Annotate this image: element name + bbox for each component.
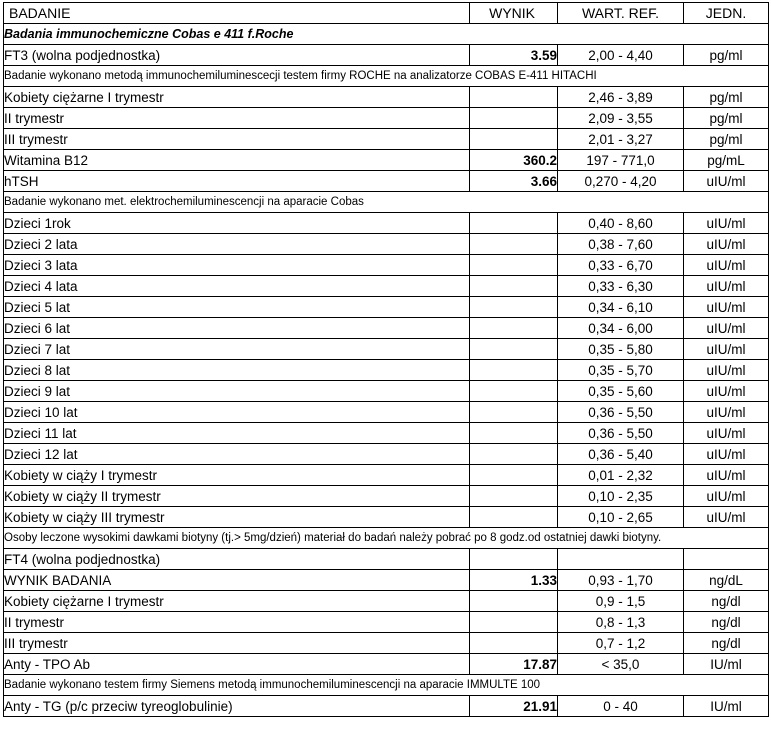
test-unit: uIU/ml bbox=[684, 234, 769, 255]
test-result bbox=[470, 213, 558, 234]
test-name: WYNIK BADANIA bbox=[4, 570, 470, 591]
test-unit: pg/ml bbox=[684, 45, 769, 66]
test-reference-range: 0,36 - 5,50 bbox=[558, 423, 684, 444]
table-header-row bbox=[4, 3, 769, 24]
test-result bbox=[470, 360, 558, 381]
test-result bbox=[470, 108, 558, 129]
test-result bbox=[470, 381, 558, 402]
lab-results-document bbox=[0, 2, 771, 752]
table-note-row bbox=[4, 528, 769, 549]
test-result bbox=[470, 234, 558, 255]
test-unit: uIU/ml bbox=[684, 255, 769, 276]
table-note-row bbox=[4, 66, 769, 87]
test-unit: IU/ml bbox=[684, 696, 769, 717]
table-row bbox=[4, 234, 769, 255]
note-text: Badanie wykonano metodą immunochemiluminescecji testem firmy ROCHE na analizatorze COBAS E-411 HITACHI bbox=[4, 66, 769, 87]
table-row bbox=[4, 171, 769, 192]
test-result bbox=[470, 549, 558, 570]
test-result: 360.2 bbox=[470, 150, 558, 171]
test-reference-range: < 35,0 bbox=[558, 654, 684, 675]
test-unit: pg/ml bbox=[684, 129, 769, 150]
test-result bbox=[470, 612, 558, 633]
table-row bbox=[4, 633, 769, 654]
test-name: Anty - TG (p/c przeciw tyreoglobulinie) bbox=[4, 696, 470, 717]
table-row bbox=[4, 570, 769, 591]
table-row bbox=[4, 255, 769, 276]
test-reference-range: 0,35 - 5,70 bbox=[558, 360, 684, 381]
note-text: Badanie wykonano met. elektrochemiluminescencji na aparacie Cobas bbox=[4, 192, 769, 213]
test-unit: uIU/ml bbox=[684, 423, 769, 444]
test-reference-range: 0,01 - 2,32 bbox=[558, 465, 684, 486]
test-unit: uIU/ml bbox=[684, 444, 769, 465]
test-name: III trymestr bbox=[4, 129, 470, 150]
test-unit bbox=[684, 549, 769, 570]
test-name: Dzieci 3 lata bbox=[4, 255, 470, 276]
table-body bbox=[4, 3, 769, 717]
test-name: hTSH bbox=[4, 171, 470, 192]
table-row bbox=[4, 108, 769, 129]
test-unit: uIU/ml bbox=[684, 381, 769, 402]
test-result bbox=[470, 339, 558, 360]
test-reference-range: 0,38 - 7,60 bbox=[558, 234, 684, 255]
table-row bbox=[4, 654, 769, 675]
test-reference-range: 0,35 - 5,60 bbox=[558, 381, 684, 402]
test-name: Kobiety w ciąży III trymestr bbox=[4, 507, 470, 528]
table-row bbox=[4, 339, 769, 360]
test-name: Anty - TPO Ab bbox=[4, 654, 470, 675]
test-reference-range: 0,34 - 6,10 bbox=[558, 297, 684, 318]
test-reference-range: 0,8 - 1,3 bbox=[558, 612, 684, 633]
table-row bbox=[4, 549, 769, 570]
test-reference-range: 2,09 - 3,55 bbox=[558, 108, 684, 129]
table-row bbox=[4, 360, 769, 381]
test-unit: pg/mL bbox=[684, 150, 769, 171]
test-name: Kobiety ciężarne I trymestr bbox=[4, 591, 470, 612]
test-unit: uIU/ml bbox=[684, 318, 769, 339]
table-row bbox=[4, 276, 769, 297]
test-unit: uIU/ml bbox=[684, 465, 769, 486]
test-name: Dzieci 2 lata bbox=[4, 234, 470, 255]
test-reference-range: 0,9 - 1,5 bbox=[558, 591, 684, 612]
test-reference-range: 0,93 - 1,70 bbox=[558, 570, 684, 591]
test-unit: pg/ml bbox=[684, 108, 769, 129]
test-result bbox=[470, 444, 558, 465]
test-unit: uIU/ml bbox=[684, 276, 769, 297]
test-result bbox=[470, 129, 558, 150]
test-reference-range: 0,36 - 5,40 bbox=[558, 444, 684, 465]
test-name: Dzieci 1rok bbox=[4, 213, 470, 234]
section-title-row bbox=[4, 24, 769, 45]
table-row bbox=[4, 696, 769, 717]
test-reference-range: 0 - 40 bbox=[558, 696, 684, 717]
table-row bbox=[4, 612, 769, 633]
test-reference-range bbox=[558, 549, 684, 570]
test-result bbox=[470, 633, 558, 654]
table-row bbox=[4, 150, 769, 171]
test-result bbox=[470, 423, 558, 444]
test-name: Dzieci 11 lat bbox=[4, 423, 470, 444]
test-unit: IU/ml bbox=[684, 654, 769, 675]
test-result bbox=[470, 465, 558, 486]
test-reference-range: 0,33 - 6,30 bbox=[558, 276, 684, 297]
test-name: Dzieci 5 lat bbox=[4, 297, 470, 318]
test-result bbox=[470, 318, 558, 339]
test-name: Witamina B12 bbox=[4, 150, 470, 171]
test-result bbox=[470, 507, 558, 528]
test-result bbox=[470, 297, 558, 318]
test-name: Dzieci 6 lat bbox=[4, 318, 470, 339]
test-reference-range: 0,36 - 5,50 bbox=[558, 402, 684, 423]
test-result bbox=[470, 486, 558, 507]
test-unit: uIU/ml bbox=[684, 402, 769, 423]
test-result: 21.91 bbox=[470, 696, 558, 717]
test-unit: uIU/ml bbox=[684, 360, 769, 381]
test-name: Kobiety w ciąży II trymestr bbox=[4, 486, 470, 507]
test-reference-range: 2,01 - 3,27 bbox=[558, 129, 684, 150]
note-text: Osoby leczone wysokimi dawkami biotyny (tj.> 5mg/dzień) materiał do badań należy pobrać po 8 godz.od ostatniej dawki biotyny. bbox=[4, 528, 769, 549]
section-title: Badania immunochemiczne Cobas e 411 f.Roche bbox=[4, 24, 769, 45]
test-reference-range: 0,270 - 4,20 bbox=[558, 171, 684, 192]
test-unit: ng/dl bbox=[684, 633, 769, 654]
column-header-unit: JEDN. bbox=[684, 3, 769, 24]
test-unit: uIU/ml bbox=[684, 486, 769, 507]
table-row bbox=[4, 213, 769, 234]
table-note-row bbox=[4, 675, 769, 696]
test-name: II trymestr bbox=[4, 108, 470, 129]
test-reference-range: 2,46 - 3,89 bbox=[558, 87, 684, 108]
test-name: III trymestr bbox=[4, 633, 470, 654]
test-reference-range: 0,10 - 2,65 bbox=[558, 507, 684, 528]
test-reference-range: 0,35 - 5,80 bbox=[558, 339, 684, 360]
test-reference-range: 0,34 - 6,00 bbox=[558, 318, 684, 339]
table-row bbox=[4, 45, 769, 66]
test-name: Kobiety w ciąży I trymestr bbox=[4, 465, 470, 486]
table-row bbox=[4, 402, 769, 423]
test-result: 3.59 bbox=[470, 45, 558, 66]
table-row bbox=[4, 381, 769, 402]
test-name: II trymestr bbox=[4, 612, 470, 633]
test-unit: uIU/ml bbox=[684, 297, 769, 318]
test-result: 17.87 bbox=[470, 654, 558, 675]
test-result bbox=[470, 87, 558, 108]
test-unit: uIU/ml bbox=[684, 507, 769, 528]
table-row bbox=[4, 444, 769, 465]
test-name: Dzieci 8 lat bbox=[4, 360, 470, 381]
test-name: Dzieci 12 lat bbox=[4, 444, 470, 465]
test-reference-range: 0,10 - 2,35 bbox=[558, 486, 684, 507]
test-name: Kobiety ciężarne I trymestr bbox=[4, 87, 470, 108]
column-header-reference: WART. REF. bbox=[558, 3, 684, 24]
table-note-row bbox=[4, 192, 769, 213]
test-name: FT4 (wolna podjednostka) bbox=[4, 549, 470, 570]
test-result: 3.66 bbox=[470, 171, 558, 192]
table-row bbox=[4, 87, 769, 108]
test-unit: pg/ml bbox=[684, 87, 769, 108]
test-result bbox=[470, 591, 558, 612]
test-reference-range: 2,00 - 4,40 bbox=[558, 45, 684, 66]
test-result bbox=[470, 255, 558, 276]
table-row bbox=[4, 507, 769, 528]
test-name: Dzieci 10 lat bbox=[4, 402, 470, 423]
test-name: Dzieci 4 lata bbox=[4, 276, 470, 297]
column-header-result: WYNIK bbox=[470, 3, 558, 24]
column-header-name: BADANIE bbox=[4, 3, 470, 24]
test-name: Dzieci 7 lat bbox=[4, 339, 470, 360]
table-row bbox=[4, 486, 769, 507]
test-result bbox=[470, 276, 558, 297]
test-unit: uIU/ml bbox=[684, 339, 769, 360]
test-unit: ng/dl bbox=[684, 591, 769, 612]
table-row bbox=[4, 423, 769, 444]
table-row bbox=[4, 297, 769, 318]
test-unit: uIU/ml bbox=[684, 171, 769, 192]
test-unit: ng/dL bbox=[684, 570, 769, 591]
lab-results-table bbox=[3, 2, 769, 717]
test-name: FT3 (wolna podjednostka) bbox=[4, 45, 470, 66]
test-unit: ng/dl bbox=[684, 612, 769, 633]
note-text: Badanie wykonano testem firmy Siemens metodą immunochemiluminescencji na aparacie IMMULTE 100 bbox=[4, 675, 769, 696]
table-row bbox=[4, 465, 769, 486]
test-reference-range: 0,40 - 8,60 bbox=[558, 213, 684, 234]
table-row bbox=[4, 129, 769, 150]
test-reference-range: 0,7 - 1,2 bbox=[558, 633, 684, 654]
table-row bbox=[4, 591, 769, 612]
test-reference-range: 197 - 771,0 bbox=[558, 150, 684, 171]
table-row bbox=[4, 318, 769, 339]
test-reference-range: 0,33 - 6,70 bbox=[558, 255, 684, 276]
test-name: Dzieci 9 lat bbox=[4, 381, 470, 402]
test-result bbox=[470, 402, 558, 423]
test-result: 1.33 bbox=[470, 570, 558, 591]
test-unit: uIU/ml bbox=[684, 213, 769, 234]
